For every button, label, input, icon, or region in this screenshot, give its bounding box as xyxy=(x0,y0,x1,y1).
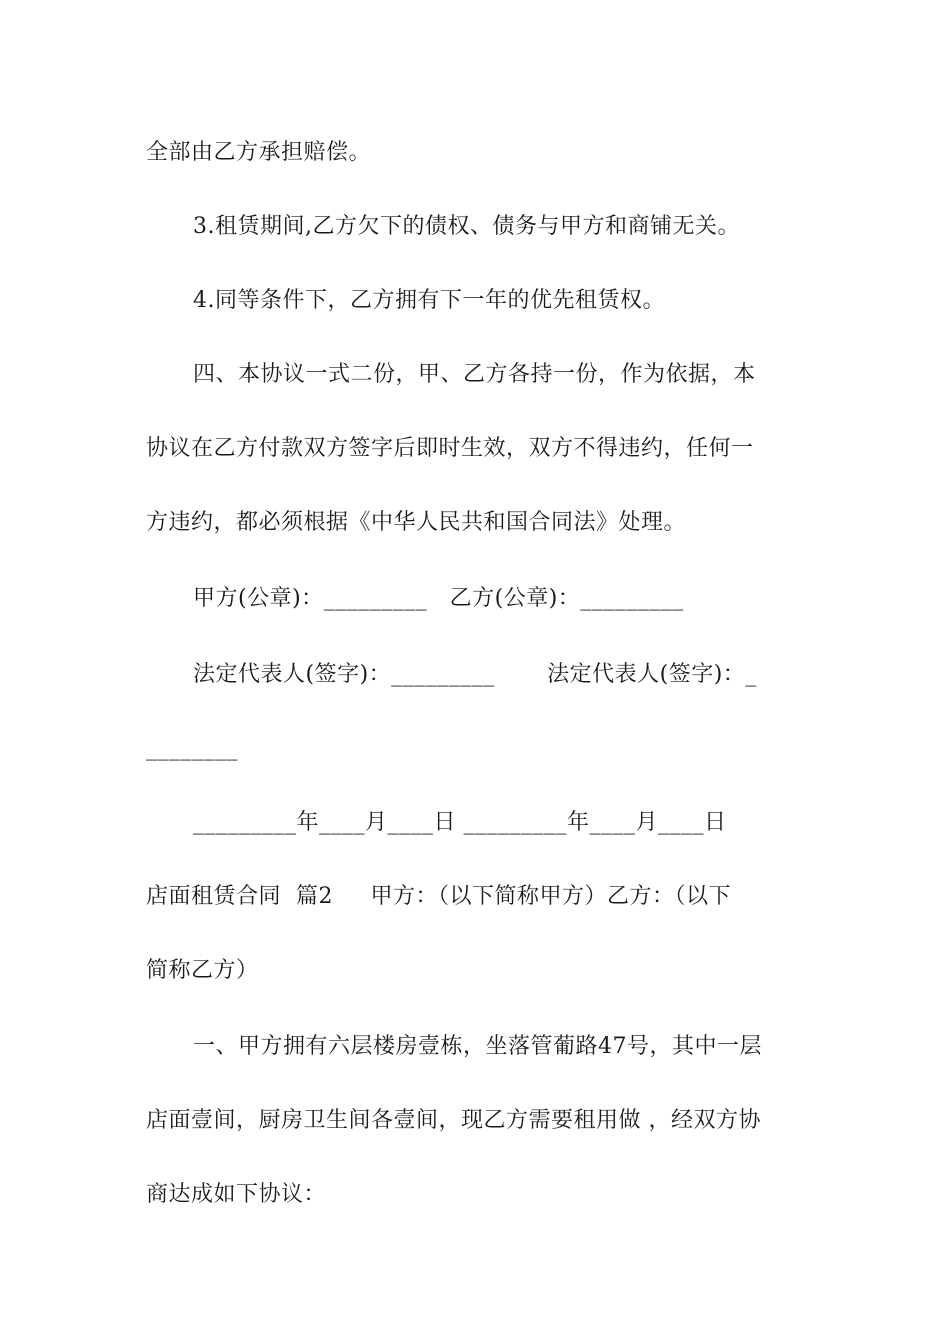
paragraph-line: 简称乙方） xyxy=(146,958,259,983)
paragraph-line: 商达成如下协议： xyxy=(146,1182,327,1207)
paragraph-line: 协议在乙方付款双方签字后即时生效，双方不得违约，任何一 xyxy=(146,436,754,461)
date-line: _________年____月____日 _________年____月____日 xyxy=(193,810,727,835)
section-1-line: 一、甲方拥有六层楼房壹栋，坐落管葡路47号，其中一层 xyxy=(193,1034,762,1059)
signature-line: 法定代表人(签字)：_________ 法定代表人(签字)：_ xyxy=(193,662,757,687)
contract-heading-line: 店面租赁合同 篇2 甲方：（以下简称甲方）乙方：（以下 xyxy=(146,884,731,909)
paragraph-line: 全部由乙方承担赔偿。 xyxy=(146,140,372,165)
clause-4-line: 4.同等条件下，乙方拥有下一年的优先租赁权。 xyxy=(193,288,665,313)
paragraph-line: 店面壹间，厨房卫生间各壹间，现乙方需要租用做 ，经双方协 xyxy=(146,1108,761,1133)
clause-3-line: 3.租赁期间,乙方欠下的债权、债务与甲方和商铺无关。 xyxy=(193,214,740,239)
seal-line: 甲方(公章)：_________ 乙方(公章)：_________ xyxy=(193,586,684,611)
signature-line-continued: ________ xyxy=(146,736,238,761)
section-4-line: 四、本协议一式二份，甲、乙方各持一份，作为依据，本 xyxy=(193,362,756,387)
paragraph-line: 方违约，都必须根据《中华人民共和国合同法》处理。 xyxy=(146,510,687,535)
